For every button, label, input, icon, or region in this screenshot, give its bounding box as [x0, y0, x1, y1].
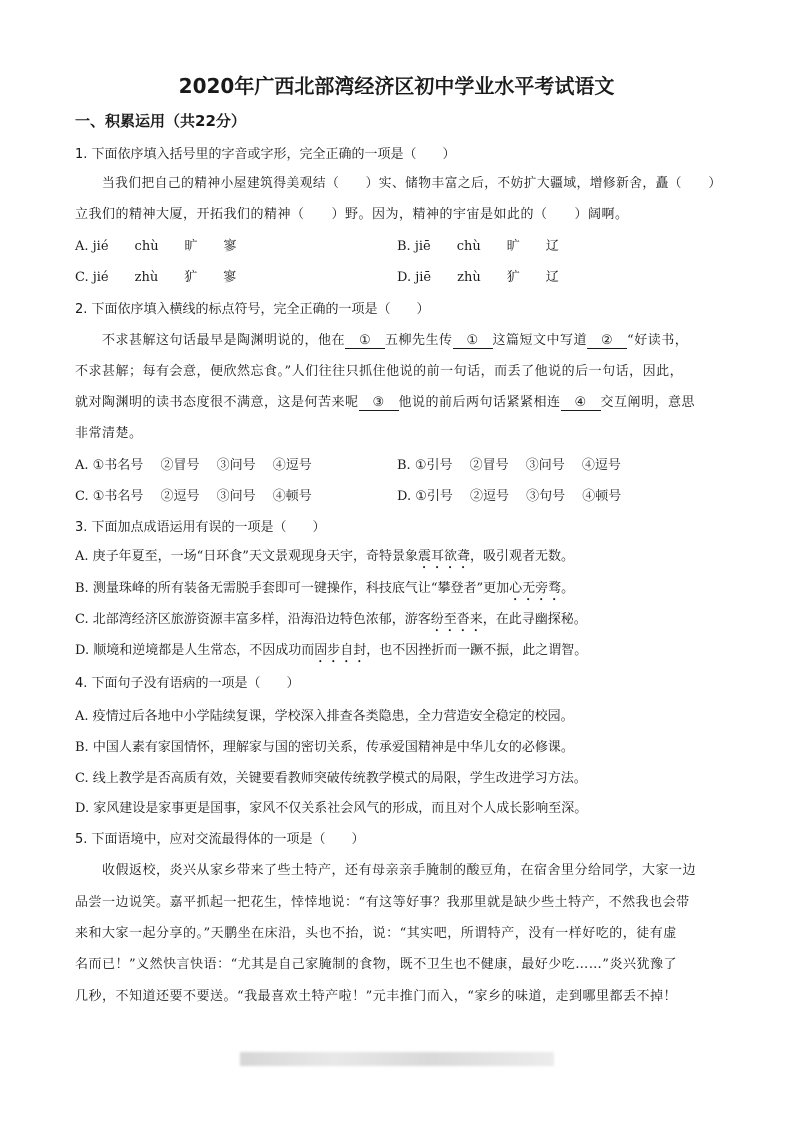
question-4-option-d: D. 家风建设是家事更是国事，家风不仅关系社会风气的形成，而且对个人成长影响至深。 — [75, 801, 588, 816]
question-2-option-a: A. ①书名号 ②冒号 ③问号 ④逗号 — [75, 458, 312, 473]
question-5-passage-line-1: 收假返校，炎兴从家乡带来了些土特产，还有母亲亲手腌制的酸豆角，在宿舍里分给同学，大家一边 — [102, 863, 697, 878]
question-3-stem: 3. 下面加点成语运用有误的一项是（ ） — [75, 520, 326, 535]
option-text: ，也不因挫折而一蹶不振，此之谓智。 — [366, 643, 588, 658]
question-2-passage-line-3 — [75, 391, 695, 411]
question-4-option-b: B. 中国人素有家国情怀，理解家与国的密切关系，传承爱国精神是中华儿女的必修课。 — [75, 740, 574, 755]
question-1-option-c: C. jié zhù 犷 寥 — [75, 270, 237, 285]
question-3-option-a — [75, 545, 574, 572]
page-title: 2020年广西北部湾经济区初中学业水平考试语文 — [178, 74, 615, 98]
passage-text: 交互阐明，意思 — [600, 395, 696, 410]
question-4-stem: 4. 下面句子没有语病的一项是（ ） — [75, 676, 300, 691]
question-1-passage-line-1: 当我们把自己的精神小屋建筑得美观结（ ）实、储物丰富之后，不妨扩大疆域，增修新舍，矗（ ） — [102, 176, 722, 191]
question-5-passage-line-4: 名而已！”义然快言快语：“尤其是自己家腌制的食物，既不卫生也不健康，最好少吃……”炎兴犹豫了 — [75, 957, 677, 972]
passage-text: 这篇短文中写道 — [492, 333, 588, 348]
option-text: B. 测量珠峰的所有装备无需脱手套即可一键操作，科技底气让“攀登者”更加 — [75, 581, 510, 596]
question-2-option-d: D. ①引号 ②逗号 ③句号 ④顿号 — [397, 489, 622, 504]
passage-text: “好读书， — [627, 333, 689, 348]
dotted-idiom: 纷至沓来 — [430, 612, 483, 627]
passage-text: 五柳先生传 — [385, 333, 453, 348]
option-text: A. 庚子年夏至，一场“日环食”天文景观现身天宇，奇特景象 — [75, 549, 418, 564]
question-1-stem: 1. 下面依序填入括号里的字音或字形，完全正确的一项是（ ） — [75, 147, 456, 162]
dotted-idiom: 心无旁骛 — [509, 581, 562, 596]
question-2-passage-line-2: 不求甚解；每有会意，便欣然忘食。”人们往往只抓住他说的前一句话，而丢了他说的后一句话，因此， — [75, 364, 684, 379]
question-4-option-a: A. 疫情过后各地中小学陆续复课，学校深入排查各类隐患，全力营造安全稳定的校园。 — [75, 709, 574, 724]
question-2-passage-line-1 — [102, 329, 688, 349]
question-3-option-d — [75, 639, 587, 666]
option-text: ，在此寻幽探秘。 — [482, 612, 587, 627]
question-5-passage-line-5: 几秒，不知道还要不要送。“我最喜欢土特产啦！”元丰推门而入，“家乡的味道，走到哪里都丢不掉！ — [75, 989, 677, 1004]
question-1-passage-line-2: 立我们的精神大厦，开拓我们的精神（ ）野。因为，精神的宇宙是如此的（ ）阔啊。 — [75, 207, 629, 222]
option-text: D. 顺境和逆境都是人生常态，不因成功而 — [75, 643, 315, 658]
blank-4: ④ — [561, 395, 601, 411]
option-text: ，吸引观者无数。 — [469, 549, 574, 564]
question-1-option-b: B. jiē chù 旷 辽 — [397, 239, 559, 254]
blank-1: ① — [345, 333, 385, 349]
option-text: C. 北部湾经济区旅游资源丰富多样，沿海沿边特色浓郁，游客 — [75, 612, 431, 627]
question-1-option-d: D. jiē zhù 犷 辽 — [397, 270, 559, 285]
blank-2: ② — [587, 333, 627, 349]
dotted-idiom: 固步自封 — [314, 643, 367, 658]
section-heading: 一、积累运用（共22分） — [75, 112, 246, 130]
dotted-idiom: 震耳欲聋 — [417, 549, 470, 564]
blank-1-close: ① — [453, 333, 493, 349]
option-text: 。 — [561, 581, 575, 596]
question-5-passage-line-3: 来和大家一起分享的。”天鹏坐在床沿，头也不抬，说：“其实吧，所谓特产，没有一样好吃的，徒有虚 — [75, 926, 677, 941]
question-3-option-b — [75, 577, 574, 604]
question-2-stem: 2. 下面依序填入横线的标点符号，完全正确的一项是（ ） — [75, 302, 430, 317]
blurred-footer-watermark — [240, 1052, 554, 1066]
blank-3: ③ — [359, 395, 399, 411]
passage-text: 他说的前后两句话紧紧相连 — [398, 395, 561, 410]
passage-text: 不求甚解这句话最早是陶渊明说的，他在 — [102, 333, 346, 348]
question-5-stem: 5. 下面语境中，应对交流最得体的一项是（ ） — [75, 832, 365, 847]
question-4-option-c: C. 线上教学是否高质有效，关键要看教师突破传统教学模式的局限，学生改进学习方法。 — [75, 771, 587, 786]
question-1-option-a: A. jié chù 旷 寥 — [75, 239, 237, 254]
question-3-option-c — [75, 608, 587, 635]
question-2-option-c: C. ①书名号 ②逗号 ③问号 ④顿号 — [75, 489, 312, 504]
passage-text: 就对陶渊明的读书态度很不满意，这是何苦来呢 — [75, 395, 359, 410]
question-5-passage-line-2: 品尝一边说笑。嘉平抓起一把花生，悻悻地说：“有这等好事？我那里就是缺少些土特产，不然我也会带 — [75, 895, 690, 910]
question-2-passage-line-4: 非常清楚。 — [75, 426, 143, 441]
question-2-option-b: B. ①引号 ②冒号 ③问号 ④逗号 — [397, 458, 621, 473]
